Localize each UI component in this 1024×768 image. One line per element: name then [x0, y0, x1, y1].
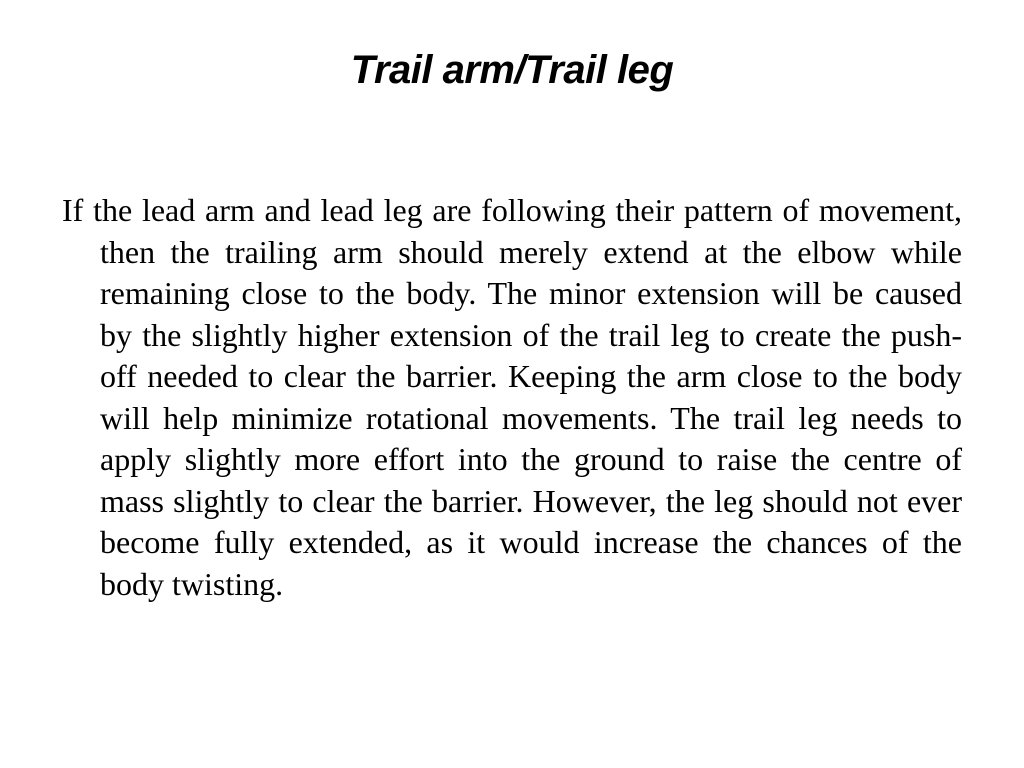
slide-body-paragraph: If the lead arm and lead leg are following their pattern of movement, then the trailing arm should merely extend at the elbow while remaining close to the body. The minor extension will be caused by the slightly higher extension of the trail leg to create the push-off needed to clear the barrier. Keeping the arm close to the body will help minimize rotational movements. The trail leg needs to apply slightly more effort into the ground to raise the centre of mass slightly to clear the barrier. However, the leg should not ever become fully extended, as it would increase the chances of the body twisting. — [62, 192, 962, 602]
slide-title: Trail arm/Trail leg — [350, 48, 674, 92]
